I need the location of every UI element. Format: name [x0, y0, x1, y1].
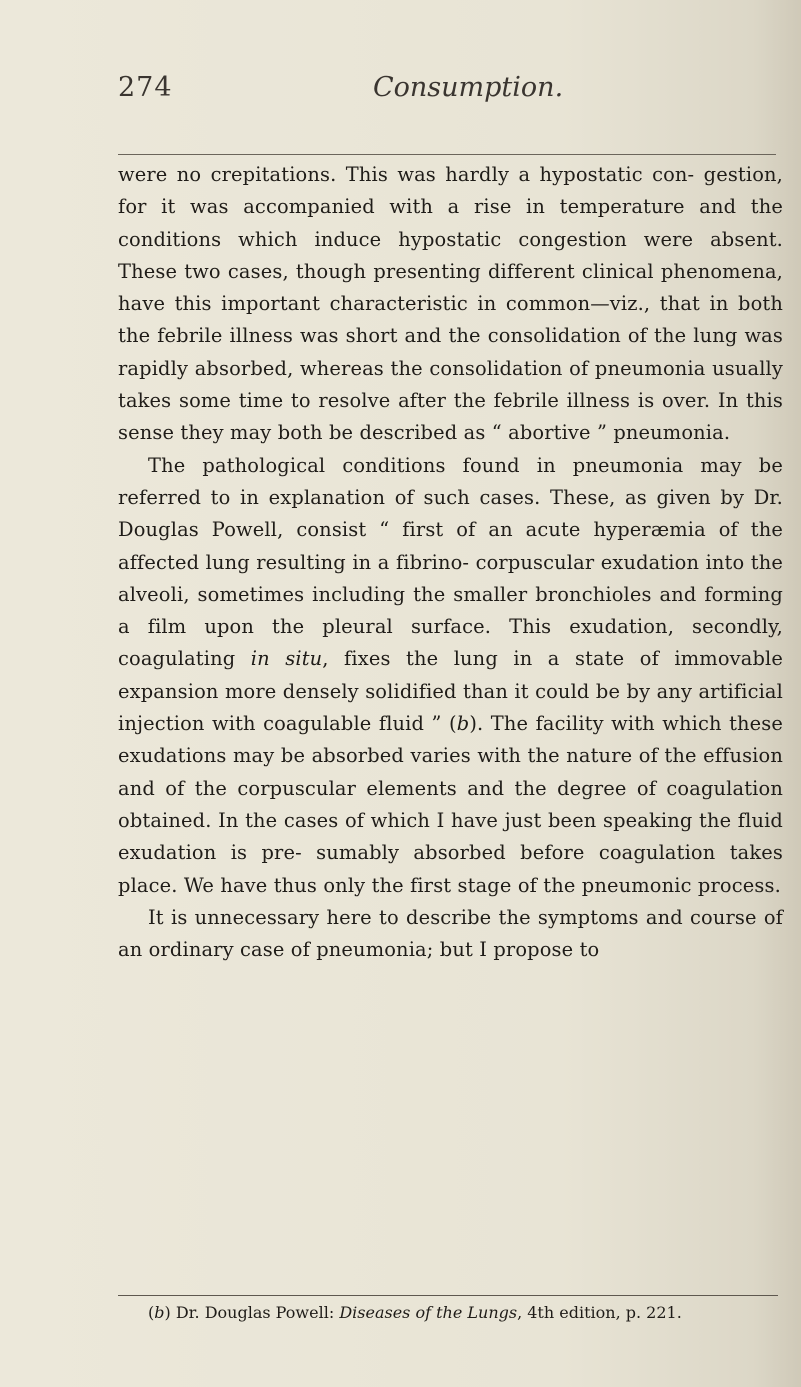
- body-text: [118, 159, 783, 966]
- paragraph-2-text-b: , fixes the lung in a state of immovable expansion more densely solidified than it could be by any artificial injection with coagulable fluid ” (: [118, 647, 783, 736]
- page-header: [118, 72, 778, 132]
- footnote-reference: b: [456, 712, 470, 736]
- footnote-author: ) Dr. Douglas Powell:: [164, 1303, 340, 1322]
- paragraph-2-text-c: ). The facility with which these exudations may be absorbed varies with the nature of the effusion and of the corpuscular elements and the degree of coagulation obtained. In the cases of which I have just been speaking the fluid exudation is pre- sumably absorbed before coagulation takes place. We have thus only the first stage of the pneumonic process.: [118, 712, 784, 897]
- footnote-rule: [118, 1295, 778, 1296]
- footnote-rest: , 4th edition, p. 221.: [517, 1303, 682, 1322]
- paragraph-1-text: were no crepitations. This was hardly a hypostatic con- gestion, for it was accompanied with a rise in temperature and the conditions which induce hypostatic congestion were absent. These two cases, though presenting different clinical phenomena, have this important characteristic in common—viz., that in both the febrile illness was short and the consolidation of the lung was rapidly absorbed, whereas the consolidation of pneumonia usually takes some time to resolve after the febrile illness is over. In this sense they may both be described as “ abortive ” pneumonia.: [118, 163, 783, 445]
- header-rule: [118, 154, 776, 155]
- paragraph-1: [118, 159, 783, 450]
- paragraph-2: [118, 450, 783, 902]
- running-title: Consumption.: [373, 72, 564, 103]
- footnote: (b) Dr. Douglas Powell: Diseases of the Lungs, 4th edition, p. 221.: [148, 1303, 682, 1322]
- italic-phrase: in situ: [250, 647, 323, 671]
- paragraph-3-text: It is unnecessary here to describe the symptoms and course of an ordinary case of pneumonia; but I propose to: [118, 905, 783, 962]
- page-number: 274: [118, 72, 173, 103]
- paragraph-2-text-a: The pathological conditions found in pneumonia may be referred to in explanation of such cases. These, as given by Dr. Douglas Powell, consist “ first of an acute hyperæmia of the affected lung resulting in a fibrino- corpuscular exudation into the alveoli, sometimes including the smaller bronchioles and forming a film upon the pleural surface. This exudation, secondly, coagulating: [118, 453, 783, 671]
- footnote-title: Diseases of the Lungs: [339, 1303, 518, 1322]
- footnote-marker: b: [154, 1303, 165, 1322]
- paragraph-3: [118, 902, 783, 967]
